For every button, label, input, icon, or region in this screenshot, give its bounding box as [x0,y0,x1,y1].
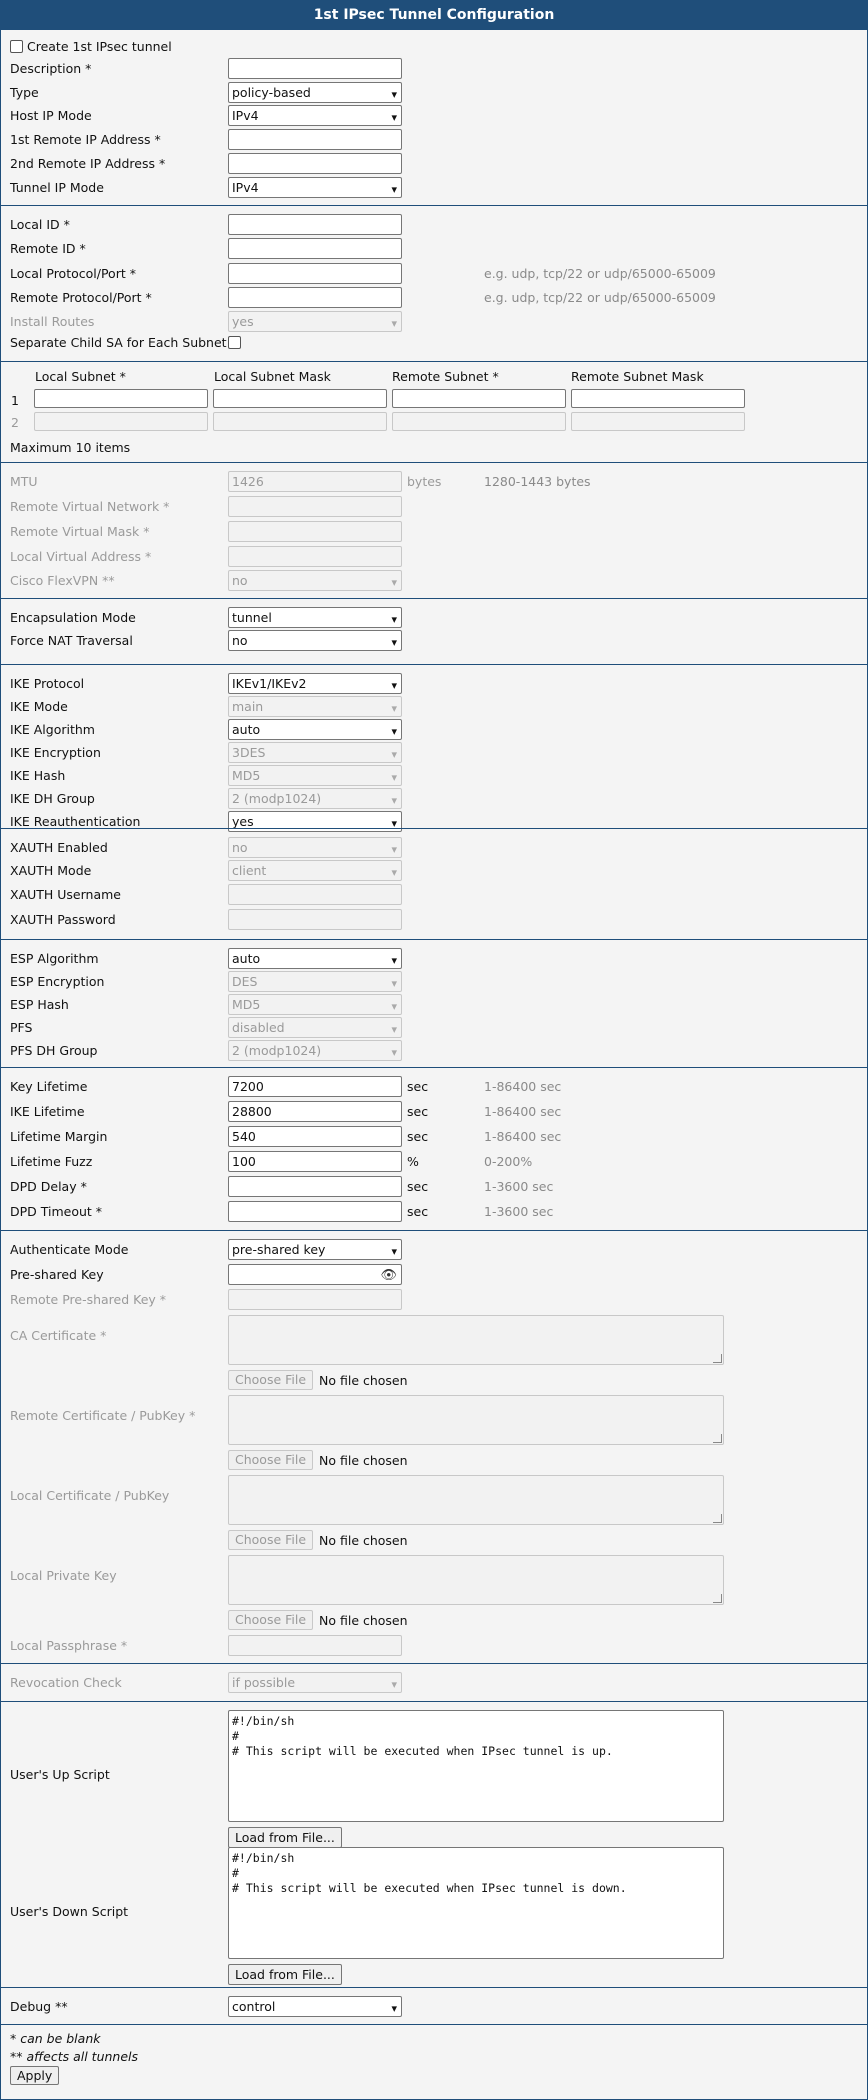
ca-cert-label: CA Certificate * [10,1328,107,1343]
eye-icon[interactable]: 👁 [380,1268,397,1283]
nat-label: Force NAT Traversal [10,633,133,648]
remote-ip1-input[interactable] [228,129,402,150]
col-local-subnet-mask: Local Subnet Mask [214,369,331,384]
ike-lifetime-input[interactable]: 28800 [228,1101,402,1122]
rvn-label: Remote Virtual Network * [10,499,170,514]
resize-grip-icon [713,1354,722,1363]
lifetime-margin-input[interactable]: 540 [228,1126,402,1147]
lifetime-fuzz-input[interactable]: 100 [228,1151,402,1172]
resize-grip-icon [713,1594,722,1603]
down-script-load-button[interactable]: Load from File... [228,1964,342,1985]
local-id-input[interactable] [228,214,402,235]
max-items-note: Maximum 10 items [10,440,131,455]
ike-lifetime-unit: sec [407,1104,429,1119]
remote-ip2-label: 2nd Remote IP Address * [10,156,166,171]
ike-dh-select[interactable]: 2 (modp1024) ▾ [228,788,402,809]
auth-mode-label: Authenticate Mode [10,1242,129,1257]
up-script-textarea[interactable]: #!/bin/sh # # This script will be executed when IPsec tunnel is up. [228,1710,724,1822]
chevron-down-icon: ▾ [391,317,397,330]
ike-alg-select[interactable]: auto ▾ [228,719,402,740]
up-script-label: User's Up Script [10,1767,110,1782]
lifetime-fuzz-hint: 0-200% [484,1154,533,1169]
down-script-label: User's Down Script [10,1904,129,1919]
dpd-delay-label: DPD Delay * [10,1179,87,1194]
host-ip-mode-select[interactable]: IPv4 ▾ [228,105,402,126]
ike-enc-label: IKE Encryption [10,745,101,760]
lva-input[interactable] [228,546,402,567]
rvm-label: Remote Virtual Mask * [10,524,150,539]
chevron-down-icon: ▾ [391,111,397,124]
dpd-timeout-input[interactable] [228,1201,402,1222]
nat-select[interactable]: no ▾ [228,630,402,651]
lifetime-margin-label: Lifetime Margin [10,1129,108,1144]
ca-cert-no-file: No file chosen [319,1373,408,1388]
chevron-down-icon: ▾ [391,1046,397,1059]
chevron-down-icon: ▾ [391,954,397,967]
remote-ip2-input[interactable] [228,153,402,174]
page-title: 1st IPsec Tunnel Configuration [1,1,867,29]
remote-mask-input-2[interactable] [571,412,745,431]
chevron-down-icon: ▾ [391,1678,397,1691]
col-local-subnet: Local Subnet * [35,369,126,384]
apply-button[interactable]: Apply [10,2066,59,2085]
lifetime-margin-hint: 1-86400 sec [484,1129,562,1144]
pfs-dh-select[interactable]: 2 (modp1024) ▾ [228,1040,402,1061]
chevron-down-icon: ▾ [391,1023,397,1036]
chevron-down-icon: ▾ [391,866,397,879]
remote-ip1-label: 1st Remote IP Address * [10,132,161,147]
local-key-choose-file-button[interactable]: Choose File [228,1610,313,1630]
col-remote-subnet-mask: Remote Subnet Mask [571,369,704,384]
tunnel-ip-mode-label: Tunnel IP Mode [10,180,104,195]
remote-cert-label: Remote Certificate / PubKey * [10,1408,196,1423]
section-subnets [1,361,867,462]
debug-label: Debug ** [10,1999,68,2014]
section-debug [1,1987,867,2024]
remote-proto-label: Remote Protocol/Port * [10,290,152,305]
key-lifetime-hint: 1-86400 sec [484,1079,562,1094]
ike-dh-label: IKE DH Group [10,791,95,806]
local-key-no-file: No file chosen [319,1613,408,1628]
key-lifetime-input[interactable]: 7200 [228,1076,402,1097]
mtu-input[interactable]: 1426 [228,471,402,492]
resize-grip-icon [713,1514,722,1523]
remote-subnet-input-1[interactable] [392,389,566,408]
xauth-username-label: XAUTH Username [10,887,121,902]
chevron-down-icon: ▾ [391,817,397,830]
chevron-down-icon: ▾ [391,977,397,990]
dpd-timeout-label: DPD Timeout * [10,1204,103,1219]
tunnel-ip-mode-select[interactable]: IPv4 ▾ [228,177,402,198]
separate-sa-checkbox[interactable] [228,336,241,349]
ca-cert-choose-file-button[interactable]: Choose File [228,1370,313,1390]
local-proto-hint: e.g. udp, tcp/22 or udp/65000-65009 [484,266,716,281]
separate-sa-label: Separate Child SA for Each Subnet [10,335,227,350]
footnote-blank: * can be blank [10,2031,101,2046]
section-virtual [1,462,867,598]
chevron-down-icon: ▾ [391,183,397,196]
install-routes-label: Install Routes [10,314,95,329]
local-passphrase-input[interactable] [228,1635,402,1656]
type-label: Type [10,85,39,100]
dpd-delay-input[interactable] [228,1176,402,1197]
encap-label: Encapsulation Mode [10,610,136,625]
section-footer [1,2024,867,2085]
ike-proto-select[interactable]: IKEv1/IKEv2 ▾ [228,673,402,694]
mtu-label: MTU [10,474,38,489]
encap-select[interactable]: tunnel ▾ [228,607,402,628]
esp-enc-select[interactable]: DES ▾ [228,971,402,992]
chevron-down-icon: ▾ [391,679,397,692]
pfs-select[interactable]: disabled ▾ [228,1017,402,1038]
chevron-down-icon: ▾ [391,843,397,856]
xauth-username-input[interactable] [228,884,402,905]
chevron-down-icon: ▾ [391,613,397,626]
rpsk-input[interactable] [228,1289,402,1310]
rvm-input[interactable] [228,521,402,542]
local-passphrase-label: Local Passphrase * [10,1638,128,1653]
chevron-down-icon: ▾ [391,748,397,761]
section-xauth [1,828,867,939]
type-select[interactable]: policy-based ▾ [228,82,402,103]
xauth-mode-select[interactable]: client ▾ [228,860,402,881]
chevron-down-icon: ▾ [391,2002,397,2015]
ike-mode-label: IKE Mode [10,699,68,714]
auth-mode-select[interactable]: pre-shared key ▾ [228,1239,402,1260]
subnet-row-index: 1 [11,393,19,408]
remote-cert-textarea[interactable] [228,1395,724,1445]
ike-reauth-select[interactable]: yes ▾ [228,811,402,832]
chevron-down-icon: ▾ [391,771,397,784]
dpd-timeout-hint: 1-3600 sec [484,1204,554,1219]
pfs-label: PFS [10,1020,33,1035]
local-key-textarea[interactable] [228,1555,724,1605]
esp-alg-select[interactable]: auto ▾ [228,948,402,969]
dpd-delay-unit: sec [407,1179,429,1194]
description-label: Description * [10,61,92,76]
local-mask-input-1[interactable] [213,389,387,408]
mtu-hint: 1280-1443 bytes [484,474,591,489]
key-lifetime-unit: sec [407,1079,429,1094]
create-tunnel-label: Create 1st IPsec tunnel [26,39,172,54]
esp-alg-label: ESP Algorithm [10,951,99,966]
remote-id-input[interactable] [228,238,402,259]
rpsk-label: Remote Pre-shared Key * [10,1292,167,1307]
local-proto-label: Local Protocol/Port * [10,266,136,281]
flexvpn-select[interactable]: no ▾ [228,570,402,591]
section-authentication [1,1230,867,1663]
host-ip-mode-label: Host IP Mode [10,108,92,123]
esp-enc-label: ESP Encryption [10,974,105,989]
flexvpn-label: Cisco FlexVPN ** [10,573,115,588]
chevron-down-icon: ▾ [391,636,397,649]
local-id-label: Local ID * [10,217,70,232]
lifetime-fuzz-label: Lifetime Fuzz [10,1154,93,1169]
section-ike [1,664,867,828]
local-cert-no-file: No file chosen [319,1533,408,1548]
lifetime-fuzz-unit: % [407,1154,419,1169]
chevron-down-icon: ▾ [391,794,397,807]
remote-proto-input[interactable] [228,287,402,308]
chevron-down-icon: ▾ [391,1245,397,1258]
remote-proto-hint: e.g. udp, tcp/22 or udp/65000-65009 [484,290,716,305]
local-mask-input-2[interactable] [213,412,387,431]
section-lifetime [1,1067,867,1230]
subnet-row-index: 2 [11,415,19,430]
description-input[interactable] [228,58,402,79]
ca-cert-textarea[interactable] [228,1315,724,1365]
down-script-textarea[interactable]: #!/bin/sh # # This script will be executed when IPsec tunnel is down. [228,1847,724,1959]
chevron-down-icon: ▾ [391,88,397,101]
ike-mode-select[interactable]: main ▾ [228,696,402,717]
revocation-select[interactable]: if possible ▾ [228,1672,402,1693]
psk-input[interactable] [228,1264,402,1285]
dpd-delay-hint: 1-3600 sec [484,1179,554,1194]
remote-cert-choose-file-button[interactable]: Choose File [228,1450,313,1470]
local-key-label: Local Private Key [10,1568,117,1583]
local-cert-textarea[interactable] [228,1475,724,1525]
xauth-mode-label: XAUTH Mode [10,863,92,878]
chevron-down-icon: ▾ [391,1000,397,1013]
section-revocation [1,1663,867,1701]
debug-select[interactable]: control ▾ [228,1996,402,2017]
esp-hash-label: ESP Hash [10,997,69,1012]
section-esp [1,939,867,1067]
revocation-label: Revocation Check [10,1675,122,1690]
xauth-enabled-label: XAUTH Enabled [10,840,108,855]
create-tunnel-checkbox[interactable] [10,40,23,53]
chevron-down-icon: ▾ [391,702,397,715]
lva-label: Local Virtual Address * [10,549,152,564]
chevron-down-icon: ▾ [391,725,397,738]
xauth-enabled-select[interactable]: no ▾ [228,837,402,858]
footnote-all-tunnels: ** affects all tunnels [10,2049,139,2064]
remote-mask-input-1[interactable] [571,389,745,408]
ike-lifetime-hint: 1-86400 sec [484,1104,562,1119]
lifetime-margin-unit: sec [407,1129,429,1144]
rvn-input[interactable] [228,496,402,517]
dpd-timeout-unit: sec [407,1204,429,1219]
psk-label: Pre-shared Key [10,1267,104,1282]
local-cert-choose-file-button[interactable]: Choose File [228,1530,313,1550]
ike-lifetime-label: IKE Lifetime [10,1104,85,1119]
remote-subnet-input-2[interactable] [392,412,566,431]
ike-alg-label: IKE Algorithm [10,722,95,737]
ike-proto-label: IKE Protocol [10,676,85,691]
up-script-load-button[interactable]: Load from File... [228,1827,342,1848]
section-general [1,29,867,205]
local-subnet-input-2[interactable] [34,412,208,431]
pfs-dh-label: PFS DH Group [10,1043,98,1058]
mtu-unit: bytes [407,474,442,489]
section-identity [1,205,867,361]
key-lifetime-label: Key Lifetime [10,1079,88,1094]
local-cert-label: Local Certificate / PubKey [10,1488,170,1503]
ike-reauth-label: IKE Reauthentication [10,814,141,829]
xauth-password-input[interactable] [228,909,402,930]
section-scripts [1,1701,867,1987]
remote-cert-no-file: No file chosen [319,1453,408,1468]
install-routes-select[interactable]: yes ▾ [228,311,402,332]
ike-hash-label: IKE Hash [10,768,66,783]
local-subnet-input-1[interactable] [34,389,208,408]
resize-grip-icon [713,1434,722,1443]
remote-id-label: Remote ID * [10,241,86,256]
section-encapsulation [1,598,867,664]
chevron-down-icon: ▾ [391,576,397,589]
local-proto-input[interactable] [228,263,402,284]
esp-hash-select[interactable]: MD5 ▾ [228,994,402,1015]
ike-hash-select[interactable]: MD5 ▾ [228,765,402,786]
xauth-password-label: XAUTH Password [10,912,116,927]
col-remote-subnet: Remote Subnet * [392,369,499,384]
ike-enc-select[interactable]: 3DES ▾ [228,742,402,763]
